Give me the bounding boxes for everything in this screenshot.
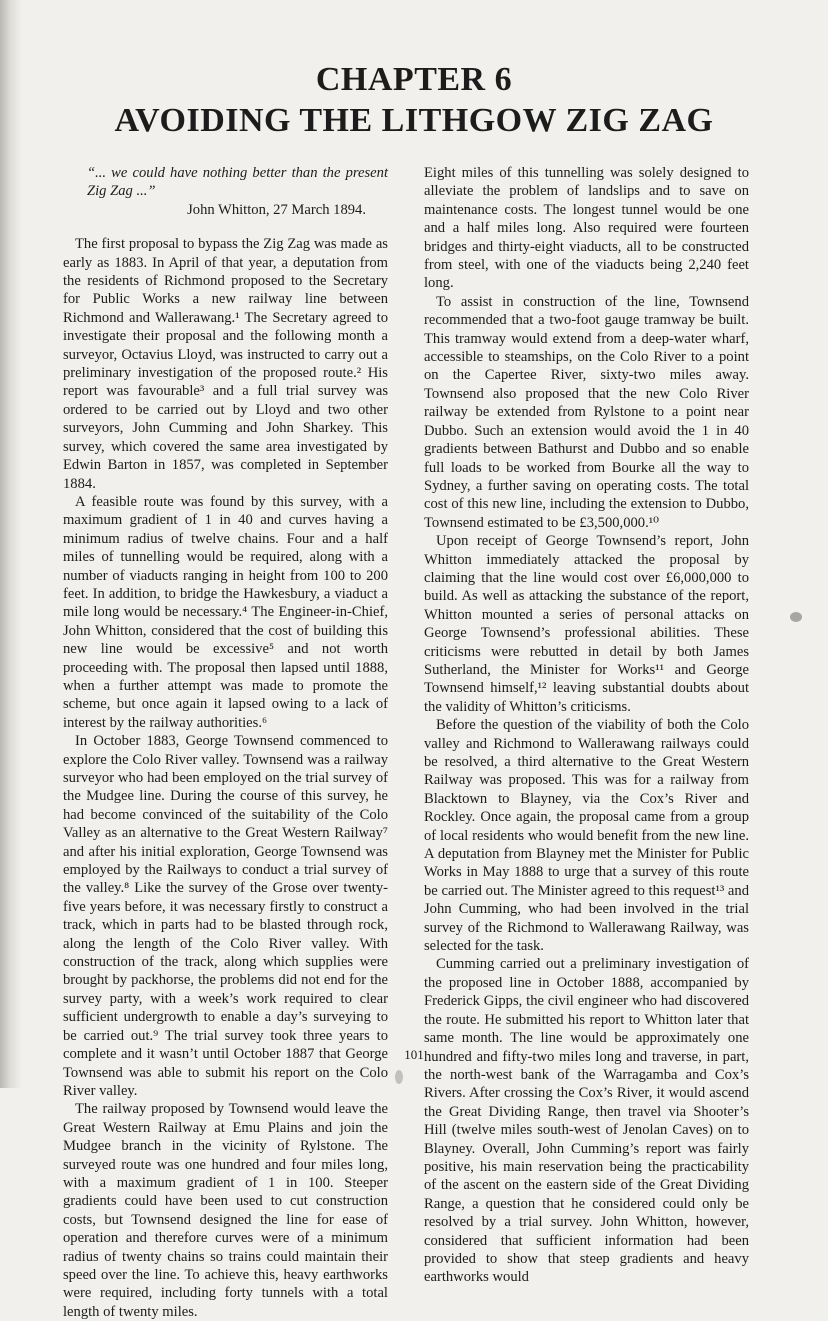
paragraph: A feasible route was found by this survey, with a maximum gradient of 1 in 40 and curves having a minimum radius of twelve chains. Four and a half miles of tunnelling would be required, along with a number of viaducts ranging in height from 100 to 200 feet. In addition, to bridge the Hawkesbury, a viaduct a mile long would be necessary.⁴ The Engineer-in-Chief, John Whitton, considered that the cost of building this new line would be excessive⁵ and not worth proceeding with. The proposal then lapsed until 1888, when a further attempt was made to promote the scheme, but once again it lapsed owing to a lack of interest by the railway authorities.⁶ [63,493,388,731]
binding-shadow [0,0,22,1088]
right-column [424,164,749,1287]
epigraph [87,164,388,219]
paragraph: The railway proposed by Townsend would leave the Great Western Railway at Emu Plains and join the Mudgee branch in the vicinity of Rylstone. The surveyed route was one hundred and four miles long, with a maximum gradient of 1 in 100. Steeper gradients could have been used to cut construction costs, but Townsend designed the line for ease of operation and therefore curves were of a minimum radius of twenty chains so trains could maintain their speed over the line. To achieve this, heavy earthworks were required, including forty tunnels with a total length of twenty miles. [63,1101,388,1320]
page-number: 101 [404,1047,424,1062]
paragraph: Eight miles of this tunnelling was solely designed to alleviate the problem of landslips and to save on maintenance costs. The longest tunnel would be one and a half miles long. Also required were fourteen bridges and thirty-eight viaducts, all to be constructed from steel, with one of the viaducts being 2,240 feet long. [424,165,749,292]
left-column [63,164,388,1321]
ink-blot [395,1070,403,1084]
epigraph-quote: “... we could have nothing better than the present Zig Zag ...” [87,165,388,200]
paragraph: Cumming carried out a preliminary investigation of the proposed line in October 1888, accompanied by Frederick Gipps, the civil engineer who had discovered the route. He submitted his report to Whitton later that same month. The line would be approximately one hundred and fifty-two miles long and traverse, in part, the north-west bank of the Warragamba and Cox’s Rivers. After crossing the Cox’s River, it would ascend the Great Dividing Range, then travel via Shooter’s Hill (twelve miles south-west of Jenolan Caves) on to Blayney. Overall, John Cumming’s report was fairly positive, his main reservation being the practicability of the ascent on the eastern side of the Great Dividing Range, a question that he considered could only be resolved by a trial survey. John Whitton, however, considered that sufficient information had been provided to show that steep gradients and heavy earthworks would [424,956,749,1286]
paragraph: Before the question of the viability of both the Colo valley and Richmond to Wallerawang railways could be resolved, a third alternative to the Great Western Railway was proposed. This was for a railway from Blacktown to Blayney, via the Cox’s River and Rockley. Once again, the proposal came from a group of local residents who would benefit from the new line. A deputation from Blayney met the Minister for Public Works in May 1888 to urge that a survey of this route be carried out. The Minister agreed to this request¹³ and John Cumming, who had been involved in the trial survey of the Richmond to Wallerawang Railway, was selected for the task. [424,717,749,955]
paragraph: To assist in construction of the line, Townsend recommended that a two-foot gauge tramway be built. This tramway would extend from a deep-water wharf, accessible to steamships, on the Colo River to a point on the Capertee River, sixty-two miles away. Townsend also proposed that the new Colo River railway be extended from Rylstone to a point near Dubbo. Such an extension would avoid the 1 in 40 gradients between Bathurst and Dubbo and so enable full loads to be worked from Bourke all the way to Sydney, a further saving on operating costs. The total cost of this new line, including the extension to Dubbo, Townsend estimated to be £3,500,000.¹⁰ [424,293,749,531]
paragraph: Upon receipt of George Townsend’s report, John Whitton immediately attacked the proposal by claiming that the line would cost over £6,000,000 to build. As well as attacking the substance of the report, Whitton mounted a series of personal attacks on George Townsend’s professional abilities. These criticisms were rebutted in detail by both James Sutherland, the Minister for Works¹¹ and George Townsend himself,¹² leaving substantial doubts about the validity of Whitton’s criticisms. [424,533,749,715]
chapter-title: AVOIDING THE LITHGOW ZIG ZAG [114,102,714,139]
epigraph-attribution: John Whitton, 27 March 1894. [187,201,366,218]
chapter-heading [0,60,828,142]
paragraph: In October 1883, George Townsend commenced to explore the Colo River valley. Townsend was a railway surveyor who had been employed on the trial survey of the Mudgee line. During the course of this survey, he had become convinced of the suitability of the Colo Valley as an alternative to the Great Western Railway⁷ and after his initial exploration, George Townsend was employed by the Railways to conduct a trial survey of the valley.⁸ Like the survey of the Grose over twenty-five years before, it was necessary firstly to construct a track, which in parts had to be blasted through rock, along the length of the Colo River valley. With construction of the track, along which supplies were brought by packhorse, the problems did not end for the survey party, with a week’s work required to clear sufficient undergrowth to enable a day’s surveying to be carried out.⁹ The trial survey took three years to complete and it wasn’t until October 1887 that George Townsend was able to submit his report on the Colo River valley. [63,733,388,1099]
chapter-number: CHAPTER 6 [315,61,513,98]
ink-blot [790,612,802,622]
paragraph: The first proposal to bypass the Zig Zag was made as early as 1883. In April of that year, a deputation from the residents of Richmond proposed to the Secretary for Public Works a new railway line between Richmond and Wallerawang.¹ The Secretary agreed to investigate their proposal and the following month a surveyor, Octavius Lloyd, was instructed to carry out a preliminary investigation of the proposed route.² His report was favourable³ and a full trial survey was ordered to be carried out by Lloyd and two other surveyors, John Cumming and John Sharkey. This survey, which covered the same area investigated by Edwin Barton in 1857, was completed in September 1884. [63,236,388,492]
